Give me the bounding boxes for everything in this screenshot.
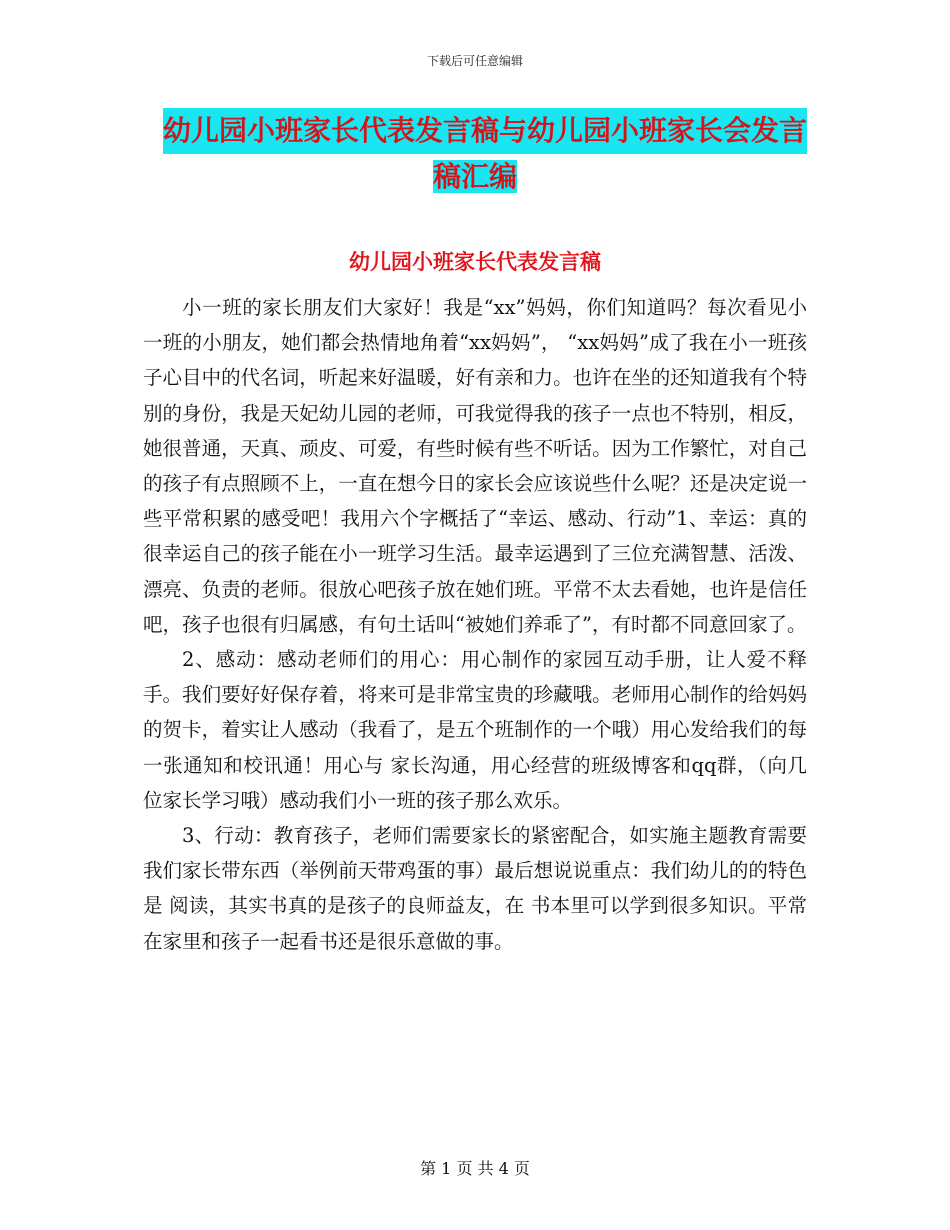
paragraph: 小一班的家长朋友们大家好！我是“xx”妈妈，你们知道吗？每次看见小一班的小朋友，她们都会热情地角着“xx妈妈”， “xx妈妈”成了我在小一班孩子心目中的代名词，听起来好温暖，好有亲和力。也许在坐的还知道我有个特别的身份，我是天妃幼儿园的老师，可我觉得我的孩子一点也不特别，相反，她很普通，天真、顽皮、可爱，有些时候有些不听话。因为工作繁忙，对自己的孩子有点照顾不上，一直在想今日的家长会应该说些什么呢？还是决定说一些平常积累的感受吧！我用六个字概括了“幸运、感动、行动”1、幸运：真的很幸运自己的孩子能在小一班学习生活。最幸运遇到了三位充满智慧、活泼、漂亮、负责的老师。很放心吧孩子放在她们班。平常不太去看她，也许是信任吧，孩子也很有归属感，有句土话叫“被她们养乖了”，有时都不同意回家了。 [143, 296, 807, 636]
page-footer: 第 1 页 共 4 页 [420, 1159, 530, 1178]
paragraph: 2、感动：感动老师们的用心：用心制作的家园互动手册，让人爱不释手。我们要好好保存着，将来可是非常宝贵的珍藏哦。老师用心制作的给妈妈的贺卡，着实让人感动（我看了，是五个班制作的一个哦）用心发给我们的每一张通知和校讯通！用心与 家长沟通，用心经营的班级博客和qq群，（向几位家长学习哦）感动我们小一班的孩子那么欢乐。 [143, 648, 807, 812]
header-note: 下载后可任意编辑 [426, 54, 523, 68]
section-title: 幼儿园小班家长代表发言稿 [349, 250, 601, 274]
document-title-line-2: 稿汇编 [432, 160, 517, 193]
document-title [0, 108, 950, 200]
paragraph: 3、行动：教育孩子，老师们需要家长的紧密配合，如实施主题教育需要我们家长带东西（举例前天带鸡蛋的事）最后想说说重点：我们幼儿的的特色是 阅读，其实书真的是孩子的良师益友，在 书本里可以学到很多知识。平常在家里和孩子一起看书还是很乐意做的事。 [143, 824, 807, 953]
document-title-line-1: 幼儿园小班家长代表发言稿与幼儿园小班家长会发言 [163, 108, 807, 154]
document-body [143, 290, 807, 959]
